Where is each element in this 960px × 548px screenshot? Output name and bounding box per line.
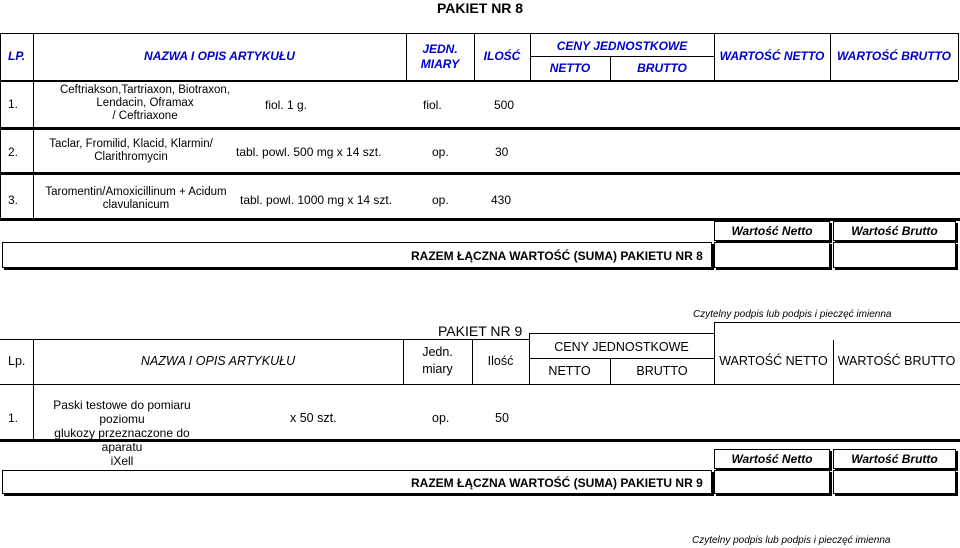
row-lp: 2. [8, 145, 19, 159]
header-lp: Lp. [8, 354, 26, 368]
header-wartosc-brutto: WARTOŚĆ BRUTTO [836, 49, 951, 63]
header-brutto: BRUTTO [637, 61, 687, 75]
sum-netto-label: Wartość Netto [731, 452, 813, 466]
row-lp: 1. [8, 97, 19, 111]
row-jm: op. [432, 193, 449, 207]
signature-bottom: Czytelny podpis lub podpis i pieczęć imienna [692, 535, 891, 546]
header-wartosc-brutto: WARTOŚĆ BRUTTO [837, 354, 956, 368]
razem-label: RAZEM ŁĄCZNA WARTOŚĆ (SUMA) PAKIETU NR 8 [411, 249, 703, 263]
header-wartosc-netto: WARTOŚĆ NETTO [719, 354, 828, 368]
row-opis: tabl. powl. 1000 mg x 14 szt. [240, 193, 393, 207]
header-ceny: CENY JEDNOSTKOWE [554, 340, 689, 354]
row-name: Paski testowe do pomiaru poziomu glukozy przeznaczone do aparatu iXell [53, 398, 191, 468]
header-ilosc: Ilość [487, 354, 514, 368]
sum-brutto-value-cell [833, 242, 956, 268]
pakiet8-title: PAKIET NR 8 [437, 0, 524, 16]
row-jm: op. [432, 145, 449, 159]
row-jm: fiol. [423, 98, 442, 112]
razem-cell [2, 470, 712, 494]
row-qty: 430 [491, 193, 512, 207]
row-qty: 50 [495, 411, 509, 425]
header-nazwa: NAZWA I OPIS ARTYKUŁU [140, 354, 296, 368]
header-miary: MIARY [420, 57, 460, 71]
header-netto: NETTO [549, 61, 591, 75]
signature-top: Czytelny podpis lub podpis i pieczęć imienna [693, 309, 892, 320]
row-jm: op. [432, 411, 450, 425]
sum-netto-value-cell [714, 470, 830, 494]
header-jedn: Jedn. [422, 345, 453, 359]
row-lp: 3. [8, 193, 19, 207]
row-name: Taromentin/Amoxicillinum + Acidum clavulanicum [45, 186, 227, 211]
sum-brutto-label-cell [833, 449, 956, 469]
sum-brutto-label: Wartość Brutto [851, 224, 938, 238]
pakiet9-title: PAKIET NR 9 [438, 323, 523, 339]
row-opis: x 50 szt. [290, 411, 337, 425]
header-jedn: JEDN. [422, 42, 458, 56]
row-name: Taclar, Fromilid, Klacid, Klarmin/ Clarithromycin [49, 138, 213, 163]
header-nazwa: NAZWA I OPIS ARTYKUŁU [144, 49, 295, 63]
sum-netto-label: Wartość Netto [731, 224, 813, 238]
header-ceny: CENY JEDNOSTKOWE [556, 39, 688, 53]
razem-label: RAZEM ŁĄCZNA WARTOŚĆ (SUMA) PAKIETU NR 9 [411, 476, 703, 490]
header-brutto: BRUTTO [636, 364, 688, 378]
header-miary: miary [422, 362, 453, 376]
sum-netto-label-cell [714, 221, 830, 241]
header-netto: NETTO [548, 364, 591, 378]
sum-netto-label-cell [714, 449, 830, 469]
row-lp: 1. [8, 411, 19, 425]
row-qty: 500 [494, 98, 515, 112]
row-name: Ceftriakson,Tartriaxon, Biotraxon, Lendacin, Oframax / Ceftriaxone [59, 84, 231, 122]
row-opis: tabl. powl. 500 mg x 14 szt. [236, 145, 382, 159]
sum-brutto-label-cell [833, 221, 956, 241]
sum-brutto-label: Wartość Brutto [851, 452, 938, 466]
header-ilosc: ILOŚĆ [483, 49, 521, 63]
row-opis: fiol. 1 g. [265, 98, 308, 112]
row-qty: 30 [495, 145, 509, 159]
header-lp: LP. [8, 49, 26, 63]
sum-netto-value-cell [714, 242, 830, 268]
sum-brutto-value-cell [833, 470, 956, 494]
razem-cell [2, 242, 712, 268]
header-wartosc-netto: WARTOŚĆ NETTO [719, 49, 825, 63]
